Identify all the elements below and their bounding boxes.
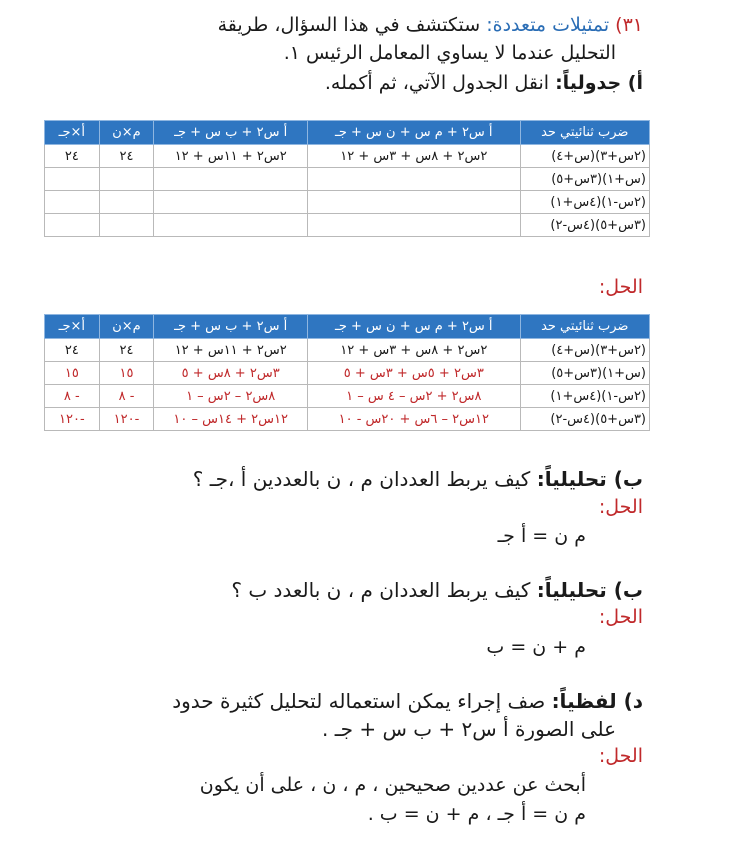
table-header-cell: ضرب ثنائيتي حد — [520, 121, 649, 145]
table-header-row — [45, 121, 650, 145]
table-cell: (٢س-١)(٤س+١) — [520, 385, 649, 408]
table-cell — [99, 191, 154, 214]
solved-table — [44, 314, 650, 431]
table-row — [45, 362, 650, 385]
table-cell: - ٨ — [45, 385, 100, 408]
table-cell: (س+١)(٣س+٥) — [520, 168, 649, 191]
table-row — [45, 408, 650, 431]
table-cell: ٢س٢ + ١١س + ١٢ — [154, 145, 308, 168]
table-cell: (٢س-١)(٤س+١) — [520, 191, 649, 214]
part-d-answer-2: م ن = أ جـ ، م + ن = ب . — [367, 803, 586, 825]
part-d-heading — [172, 689, 643, 713]
part-b2-label: ب) تحليلياً: — [536, 578, 643, 602]
question-intro: ستكتشف في هذا السؤال، طريقة — [217, 14, 481, 36]
part-b1-text: كيف يربط العددان م ، ن بالعددين أ ،جـ ؟ — [192, 467, 531, 491]
part-a-heading — [325, 72, 643, 94]
table-cell — [45, 168, 100, 191]
table-cell — [99, 214, 154, 237]
part-b2-answer: م + ن = ب — [486, 636, 586, 658]
solution-label-d: الحل: — [598, 745, 643, 767]
table-row — [45, 145, 650, 168]
table-cell: ٢٤ — [99, 145, 154, 168]
table-row — [45, 168, 650, 191]
table-cell — [45, 191, 100, 214]
table-header-cell: م×ن — [99, 315, 154, 339]
table-cell: ٢٤ — [45, 339, 100, 362]
table-cell: ٣س٢ + ٥س + ٣س + ٥ — [308, 362, 520, 385]
solution-label-a: الحل: — [598, 276, 643, 298]
table-cell — [154, 214, 308, 237]
table-cell: (س+١)(٣س+٥) — [520, 362, 649, 385]
table-cell: (٣س+٥)(٤س-٢) — [520, 214, 649, 237]
table-cell: ٢س٢ + ١١س + ١٢ — [154, 339, 308, 362]
table-to-complete — [44, 120, 650, 237]
table-header-cell: أ س٢ + م س + ن س + جـ — [308, 121, 520, 145]
part-d-answer-1: أبحث عن عددين صحيحين ، م ، ن ، على أن يكون — [199, 774, 586, 796]
table-cell: (٢س+٣)(س+٤) — [520, 339, 649, 362]
table-cell — [154, 191, 308, 214]
table-cell: ٢س٢ + ٨س + ٣س + ١٢ — [308, 339, 520, 362]
table-cell: -١٢٠ — [99, 408, 154, 431]
table-cell: - ٨ — [99, 385, 154, 408]
table-cell: ٣س٢ + ٨س + ٥ — [154, 362, 308, 385]
table-cell: (٢س+٣)(س+٤) — [520, 145, 649, 168]
table-cell: ٢٤ — [45, 145, 100, 168]
part-d-text-2: على الصورة أ س٢ + ب س + جـ . — [322, 717, 616, 741]
part-b2-text: كيف يربط العددان م ، ن بالعدد ب ؟ — [231, 578, 531, 602]
part-b1-heading — [193, 467, 643, 491]
table-header-cell: أ س٢ + ب س + جـ — [154, 121, 308, 145]
part-a-label: أ) جدولياً: — [555, 72, 643, 94]
question-line-1 — [218, 14, 643, 36]
table-header-cell: أ س٢ + ب س + جـ — [154, 315, 308, 339]
table-cell — [45, 214, 100, 237]
part-b2-heading — [231, 578, 643, 602]
part-b1-answer: م ن = أ جـ — [497, 525, 586, 547]
table-cell: ٨س٢ – ٢س – ١ — [154, 385, 308, 408]
table-row — [45, 385, 650, 408]
question-line-2: التحليل عندما لا يساوي المعامل الرئيس ١. — [283, 42, 616, 64]
part-d-text-1: صف إجراء يمكن استعماله لتحليل كثيرة حدود — [172, 689, 546, 713]
table-row — [45, 214, 650, 237]
table-cell — [99, 168, 154, 191]
solution-label-b1: الحل: — [598, 496, 643, 518]
table-cell: ٨س٢ + ٢س – ٤ س – ١ — [308, 385, 520, 408]
table-row — [45, 191, 650, 214]
table-header-cell: أ×جـ — [45, 315, 100, 339]
table-cell: (٣س+٥)(٤س-٢) — [520, 408, 649, 431]
table-header-cell: ضرب ثنائيتي حد — [520, 315, 649, 339]
table-header-row — [45, 315, 650, 339]
table-cell: ١٢س٢ + ١٤س – ١٠ — [154, 408, 308, 431]
part-d-label: د) لفظياً: — [551, 689, 643, 713]
table-row — [45, 339, 650, 362]
part-b1-label: ب) تحليلياً: — [536, 467, 643, 491]
table-cell: ٢س٢ + ٨س + ٣س + ١٢ — [308, 145, 520, 168]
table-cell — [308, 191, 520, 214]
solution-label-b2: الحل: — [598, 606, 643, 628]
table-cell: ١٥ — [45, 362, 100, 385]
part-a-text: انقل الجدول الآتي، ثم أكمله. — [324, 72, 550, 94]
table-cell: ١٥ — [99, 362, 154, 385]
table-header-cell: م×ن — [99, 121, 154, 145]
table-cell — [308, 214, 520, 237]
question-number: ٣١) — [615, 14, 643, 36]
table-cell: ١٢س٢ – ٦س + ٢٠س - ١٠ — [308, 408, 520, 431]
table-cell — [308, 168, 520, 191]
table-cell — [154, 168, 308, 191]
table-cell: ٢٤ — [99, 339, 154, 362]
question-title: تمثيلات متعددة: — [486, 14, 610, 36]
table-header-cell: أ س٢ + م س + ن س + جـ — [308, 315, 520, 339]
table-cell: -١٢٠ — [45, 408, 100, 431]
table-header-cell: أ×جـ — [45, 121, 100, 145]
